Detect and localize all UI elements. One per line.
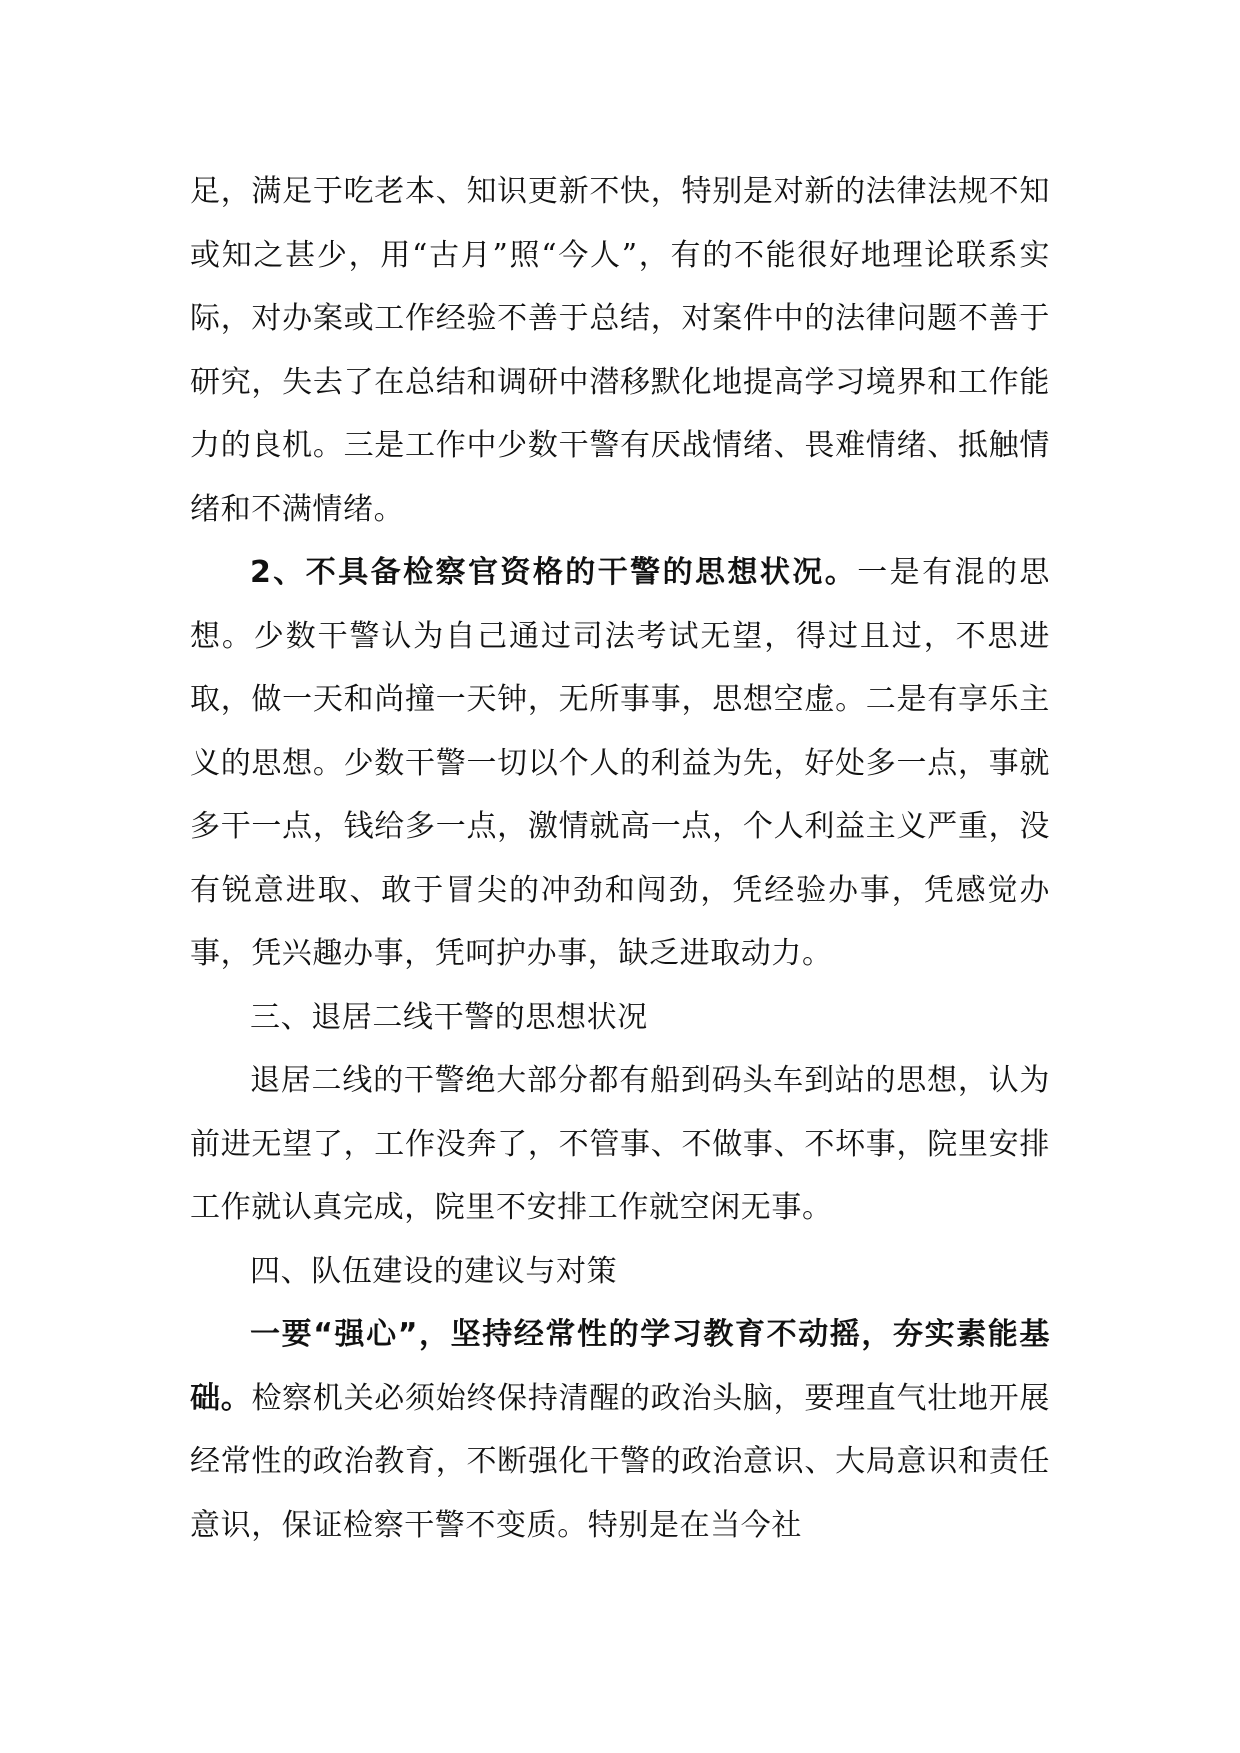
paragraph-lead-heading: 一要“强心”，坚持经常性的学习教育不动摇，夯实素能基础。 (190, 1317, 1050, 1416)
paragraph-strengthen-heart (190, 1303, 1050, 1557)
section-heading-3: 三、退居二线干警的思想状况 (250, 999, 648, 1035)
paragraph-body: 一是有混的思想。少数干警认为自己通过司法考试无望，得过且过，不思进取，做一天和尚撞一天钟，无所事事，思想空虚。二是有享乐主义的思想。少数干警一切以个人的利益为先，好处多一点，事就多干一点，钱给多一点，激情就高一点，个人利益主义严重，没有锐意进取、敢于冒尖的冲劲和闯劲，凭经验办事，凭感觉办事，凭兴趣办事，凭呵护办事，缺乏进取动力。 (190, 555, 1050, 971)
paragraph-lead-heading: 2、不具备检察官资格的干警的思想状况。 (250, 555, 858, 590)
paragraph-unqualified-officers (190, 541, 1050, 986)
document-page (190, 160, 1050, 1557)
paragraph-body: 检察机关必须始终保持清醒的政治头脑，要理直气壮地开展经常性的政治教育，不断强化干警的政治意识、大局意识和责任意识，保证检察干警不变质。特别是在当今社 (190, 1380, 1050, 1543)
section-heading-4: 四、队伍建设的建议与对策 (250, 1253, 618, 1289)
paragraph-continuation: 足，满足于吃老本、知识更新不快，特别是对新的法律法规不知或知之甚少，用“古月”照“今人”，有的不能很好地理论联系实际，对办案或工作经验不善于总结，对案件中的法律问题不善于研究，失去了在总结和调研中潜移默化地提高学习境界和工作能力的良机。三是工作中少数干警有厌战情绪、畏难情绪、抵触情绪和不满情绪。 (190, 174, 1050, 527)
paragraph-retired-officers: 退居二线的干警绝大部分都有船到码头车到站的思想，认为前进无望了，工作没奔了，不管事、不做事、不坏事，院里安排工作就认真完成，院里不安排工作就空闲无事。 (190, 1063, 1050, 1225)
